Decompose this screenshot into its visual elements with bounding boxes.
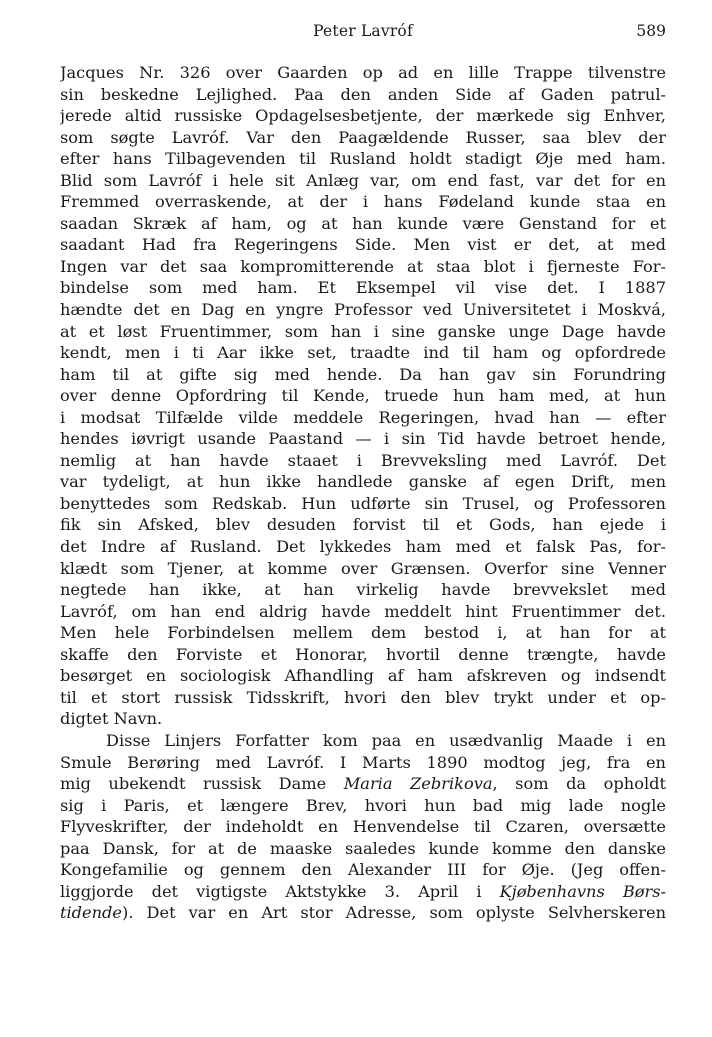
text-line: benyttedes som Redskab. Hun udførte sin Trusel, og Professoren bbox=[60, 493, 666, 513]
text-line: hendes iøvrigt usande Paastand — i sin Tid havde betroet hende, bbox=[60, 429, 666, 449]
text-run: ). Det var en Art stor Adresse, som oplyste Selvherskeren bbox=[122, 903, 666, 923]
italic-text-run: Kjøbenhavns Børs- bbox=[499, 881, 666, 901]
text-line bbox=[60, 902, 666, 924]
text-line: som søgte Lavróf. Var den Paagældende Russer, saa blev der bbox=[60, 127, 666, 147]
text-line: var tydeligt, at hun ikke handlede ganske af egen Drift, men bbox=[60, 472, 666, 492]
text-line: til et stort russisk Tidsskrift, hvori den blev trykt under et op- bbox=[60, 687, 666, 707]
text-line: paa Dansk, for at de maaske saaledes kunde komme den danske bbox=[60, 838, 666, 858]
italic-text-run: tidende bbox=[60, 903, 122, 923]
text-line: jerede altid russiske Opdagelsesbetjente, der mærkede sig Enhver, bbox=[60, 106, 666, 126]
body-text bbox=[60, 62, 666, 924]
text-line: efter hans Tilbagevenden til Rusland holdt stadigt Øje med ham. bbox=[60, 149, 666, 169]
text-line: digtet Navn. bbox=[60, 709, 163, 729]
text-line bbox=[60, 773, 666, 795]
text-line: Smule Berøring med Lavróf. I Marts 1890 modtog jeg, fra en bbox=[60, 752, 666, 772]
text-line: Disse Linjers Forfatter kom paa en usædvanlig Maade i en bbox=[106, 730, 666, 750]
text-line: ham til at gifte sig med hende. Da han gav sin Forundring bbox=[60, 364, 666, 384]
page-number: 589 bbox=[636, 22, 666, 40]
italic-text-run: Maria Zebrikova bbox=[343, 774, 493, 794]
text-line: sig i Paris, et længere Brev, hvori hun bad mig lade nogle bbox=[60, 795, 666, 815]
text-line: skaffe den Forviste et Honorar, hvortil denne trængte, havde bbox=[60, 644, 666, 664]
text-line: kendt, men i ti Aar ikke set, traadte ind til ham og opfordrede bbox=[60, 343, 666, 363]
text-run: liggjorde det vigtigste Aktstykke 3. April i bbox=[60, 881, 500, 901]
text-line: negtede han ikke, at han virkelig havde brevvekslet med bbox=[60, 580, 666, 600]
text-line: bindelse som med ham. Et Eksempel vil vise det. I 1887 bbox=[60, 278, 666, 298]
text-line: Kongefamilie og gennem den Alexander III for Øje. (Jeg offen- bbox=[60, 860, 666, 880]
text-line: saadan Skræk af ham, og at han kunde være Genstand for et bbox=[60, 213, 666, 233]
text-run: , som da opholdt bbox=[492, 774, 666, 794]
text-line: saadant Had fra Regeringens Side. Men vist er det, at med bbox=[60, 235, 666, 255]
text-line: Jacques Nr. 326 over Gaarden op ad en lille Trappe tilvenstre bbox=[60, 63, 666, 82]
page-header bbox=[60, 22, 666, 52]
text-line: fik sin Afsked, blev desuden forvist til et Gods, han ejede i bbox=[60, 515, 666, 535]
text-line: Ingen var det saa kompromitterende at staa blot i fjerneste For- bbox=[60, 256, 666, 276]
book-page bbox=[60, 22, 666, 924]
text-line: Men hele Forbindelsen mellem dem bestod i, at han for at bbox=[60, 623, 666, 643]
text-line: Flyveskrifter, der indeholdt en Henvendelse til Czaren, oversætte bbox=[60, 817, 666, 837]
text-line: klædt som Tjener, at komme over Grænsen. Overfor sine Venner bbox=[60, 558, 666, 578]
text-run: mig ubekendt russisk Dame bbox=[60, 774, 344, 794]
running-head: Peter Lavróf bbox=[313, 22, 413, 40]
text-line: nemlig at han havde staaet i Brevveksling med Lavróf. Det bbox=[60, 450, 666, 470]
text-line: Fremmed overraskende, at der i hans Fødeland kunde staa en bbox=[60, 192, 666, 212]
text-line: Lavróf, om han end aldrig havde meddelt hint Fruentimmer det. bbox=[60, 601, 666, 621]
text-line: sin beskedne Lejlighed. Paa den anden Side af Gaden patrul- bbox=[60, 84, 666, 104]
text-line: det Indre af Rusland. Det lykkedes ham med et falsk Pas, for- bbox=[60, 537, 666, 557]
text-line bbox=[60, 881, 666, 903]
text-line: over denne Opfordring til Kende, truede hun ham med, at hun bbox=[60, 386, 666, 406]
text-line: i modsat Tilfælde vilde meddele Regeringen, hvad han — efter bbox=[60, 407, 666, 427]
text-line: hændte det en Dag en yngre Professor ved Universitetet i Moskvá, bbox=[60, 300, 666, 320]
text-line: Blid som Lavróf i hele sit Anlæg var, om end fast, var det for en bbox=[60, 170, 666, 190]
text-line: besørget en sociologisk Afhandling af ham afskreven og indsendt bbox=[60, 666, 666, 686]
text-line: at et løst Fruentimmer, som han i sine ganske unge Dage havde bbox=[60, 321, 666, 341]
